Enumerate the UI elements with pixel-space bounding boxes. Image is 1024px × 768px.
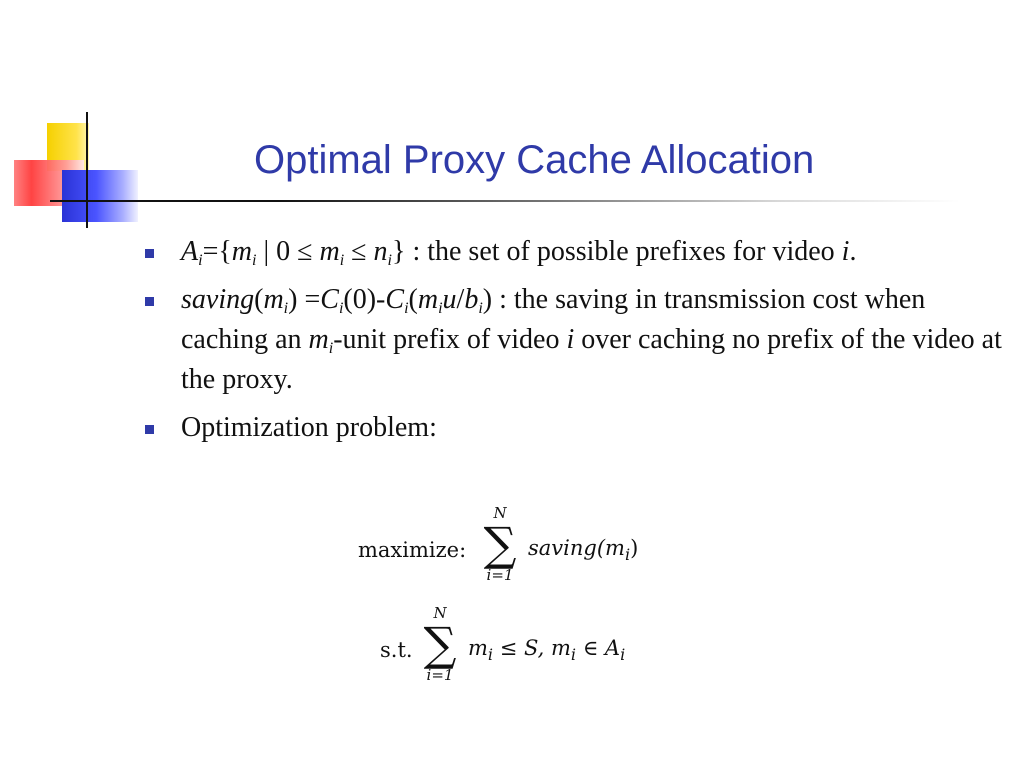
- text: | 0 ≤: [256, 236, 320, 267]
- st-label: s.t.: [380, 638, 413, 662]
- objective-equation: [358, 505, 678, 595]
- math-C: C: [385, 284, 405, 315]
- bullet-list: [145, 232, 1005, 456]
- summation: [480, 505, 520, 583]
- text: ≤: [344, 236, 374, 267]
- sum-lower-limit: i=1: [426, 666, 454, 684]
- text: ={: [202, 236, 232, 267]
- subscript: i: [438, 300, 443, 317]
- subscript: i: [252, 252, 257, 269]
- math-text: ≤ S, m: [493, 636, 571, 660]
- bullet-text: : the set of possible prefixes for video: [405, 236, 842, 267]
- bullet-text: -unit prefix of video: [333, 324, 567, 355]
- math-i: i: [841, 236, 850, 267]
- bullet-icon: [145, 297, 154, 306]
- text: ): [482, 284, 493, 315]
- math-u: u: [442, 284, 457, 315]
- subscript: i: [339, 252, 345, 269]
- math-i: i: [566, 324, 575, 355]
- sum-upper-limit: N: [433, 604, 447, 622]
- bullet-icon: [145, 249, 154, 258]
- math-C: C: [320, 284, 339, 315]
- text: }: [391, 236, 406, 267]
- subscript: i: [283, 300, 289, 317]
- bullet-icon: [145, 425, 154, 434]
- bullet-item-saving: [145, 280, 1005, 400]
- math-saving: saving: [181, 284, 255, 315]
- subscript: i: [387, 252, 392, 269]
- subscript: i: [404, 300, 409, 317]
- maximize-label: maximize:: [358, 538, 467, 562]
- math-m: m: [417, 284, 439, 315]
- subscript: i: [624, 545, 631, 564]
- corner-logo-decoration: [0, 0, 200, 240]
- sum-upper-limit: N: [493, 504, 507, 522]
- bullet-item-optimization: [145, 408, 1005, 448]
- math-A: A: [181, 236, 199, 267]
- bullet-text: Optimization problem:: [181, 412, 437, 443]
- text: ) =: [288, 284, 321, 315]
- subscript: i: [328, 340, 334, 357]
- vertical-rule: [86, 112, 88, 228]
- subscript: i: [198, 252, 203, 269]
- blue-square: [62, 170, 138, 222]
- math-b: b: [464, 284, 479, 315]
- subscript: i: [338, 300, 344, 317]
- text: (0)-: [343, 284, 386, 315]
- subscript: i: [487, 645, 494, 664]
- math-text: saving(m: [528, 536, 625, 560]
- math-text: m: [468, 636, 488, 660]
- math-text: ): [630, 536, 639, 560]
- bullet-text: over caching no prefix of the video at the proxy.: [181, 324, 1002, 395]
- sigma-icon: ∑: [483, 517, 517, 571]
- math-text: ∈ A: [576, 636, 621, 660]
- title-underline: [50, 200, 960, 202]
- summation: [420, 605, 460, 683]
- math-n: n: [373, 236, 388, 267]
- sigma-icon: ∑: [423, 617, 457, 671]
- text: .: [849, 236, 857, 267]
- sum-lower-limit: i=1: [486, 566, 514, 584]
- constraint-equation: [380, 605, 680, 700]
- bullet-item-prefix-set: [145, 232, 1005, 272]
- math-m: m: [263, 284, 284, 315]
- text: /: [456, 284, 465, 315]
- constraint-body: [468, 636, 626, 664]
- objective-body: [528, 536, 639, 564]
- math-m: m: [319, 236, 340, 267]
- subscript: i: [620, 645, 626, 664]
- subscript: i: [478, 300, 483, 317]
- math-m: m: [308, 324, 329, 355]
- text: (: [408, 284, 418, 315]
- slide-title: Optimal Proxy Cache Allocation: [254, 138, 815, 182]
- subscript: i: [570, 645, 577, 664]
- bullet-text: : the saving in transmission cost when caching an: [181, 284, 926, 355]
- text: (: [254, 284, 264, 315]
- math-m: m: [231, 236, 253, 267]
